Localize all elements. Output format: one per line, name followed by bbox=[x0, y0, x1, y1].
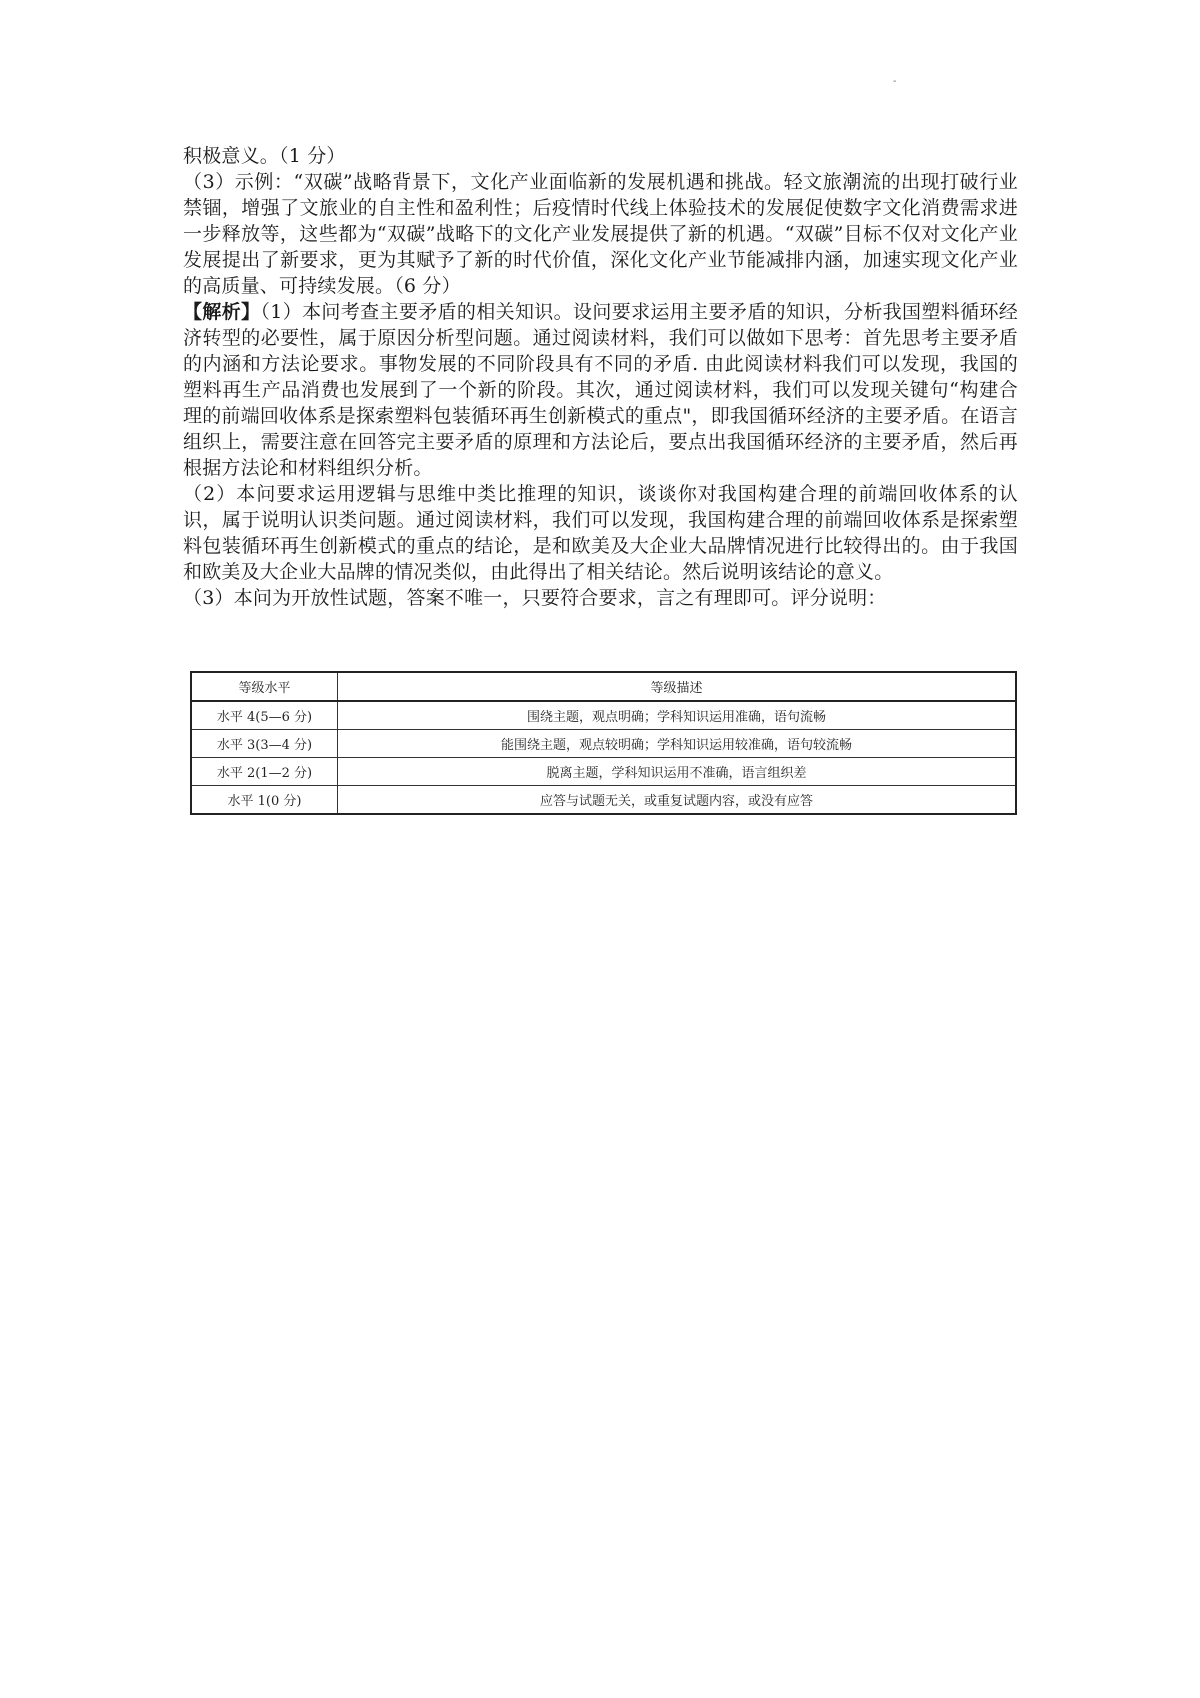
answer-text-block bbox=[183, 143, 1018, 611]
analysis-1-text: （1）本问考查主要矛盾的相关知识。设问要求运用主要矛盾的知识，分析我国塑料循环经济转型的必要性，属于原因分析型问题。通过阅读材料，我们可以做如下思考：首先思考主要矛盾的内涵和方法论要求。事物发展的不同阶段具有不同的矛盾. 由此阅读材料我们可以发现，我国的塑料再生产品消费也发展到了一个新的阶段。其次，通过阅读材料，我们可以发现关键句“构建合理的前端回收体系是探索塑料包装循环再生创新模式的重点"，即我国循环经济的主要矛盾。在语言组织上，需要注意在回答完主要矛盾的原理和方法论后，要点出我国循环经济的主要矛盾，然后再根据方法论和材料组织分析。 bbox=[183, 301, 1018, 479]
paragraph-analysis-3: （3）本问为开放性试题，答案不唯一，只要符合要求，言之有理即可。评分说明： bbox=[183, 587, 887, 609]
table-row bbox=[191, 758, 1016, 786]
table-row bbox=[191, 730, 1016, 758]
description-cell: 围绕主题，观点明确；学科知识运用准确，语句流畅 bbox=[338, 701, 1017, 730]
level-cell: 水平 4(5—6 分) bbox=[191, 701, 338, 730]
analysis-label: 【解析】 bbox=[183, 301, 261, 323]
table-header-row bbox=[191, 672, 1016, 701]
level-cell: 水平 3(3—4 分) bbox=[191, 730, 338, 758]
paragraph-analysis-2: （2）本问要求运用逻辑与思维中类比推理的知识，谈谈你对我国构建合理的前端回收体系的认识，属于说明认识类问题。通过阅读材料，我们可以发现，我国构建合理的前端回收体系是探索塑料包装循环再生创新模式的重点的结论，是和欧美及大企业大品牌情况进行比较得出的。由于我国和欧美及大企业大品牌的情况类似，由此得出了相关结论。然后说明该结论的意义。 bbox=[183, 483, 1018, 583]
header-description: 等级描述 bbox=[338, 672, 1017, 701]
description-cell: 脱离主题，学科知识运用不准确，语言组织差 bbox=[338, 758, 1017, 786]
table-row bbox=[191, 786, 1016, 815]
table-row bbox=[191, 701, 1016, 730]
description-cell: 能围绕主题，观点较明确；学科知识运用较准确，语句较流畅 bbox=[338, 730, 1017, 758]
corner-mark: - bbox=[893, 76, 897, 87]
header-level: 等级水平 bbox=[191, 672, 338, 701]
level-cell: 水平 1(0 分) bbox=[191, 786, 338, 815]
level-cell: 水平 2(1—2 分) bbox=[191, 758, 338, 786]
description-cell: 应答与试题无关，或重复试题内容，或没有应答 bbox=[338, 786, 1017, 815]
paragraph-answer-3: （3）示例：“双碳”战略背景下，文化产业面临新的发展机遇和挑战。轻文旅潮流的出现打破行业禁锢，增强了文旅业的自主性和盈利性；后疫情时代线上体验技术的发展促使数字文化消费需求进一步释放等，这些都为“双碳”战略下的文化产业发展提供了新的机遇。“双碳”目标不仅对文化产业发展提出了新要求，更为其赋予了新的时代价值，深化文化产业节能减排内涵，加速实现文化产业的高质量、可持续发展。（6 分） bbox=[183, 171, 1018, 297]
grading-table bbox=[190, 671, 1017, 815]
paragraph-significance-ending: 积极意义。（1 分） bbox=[183, 145, 346, 167]
paragraph-analysis-1 bbox=[183, 299, 1018, 481]
